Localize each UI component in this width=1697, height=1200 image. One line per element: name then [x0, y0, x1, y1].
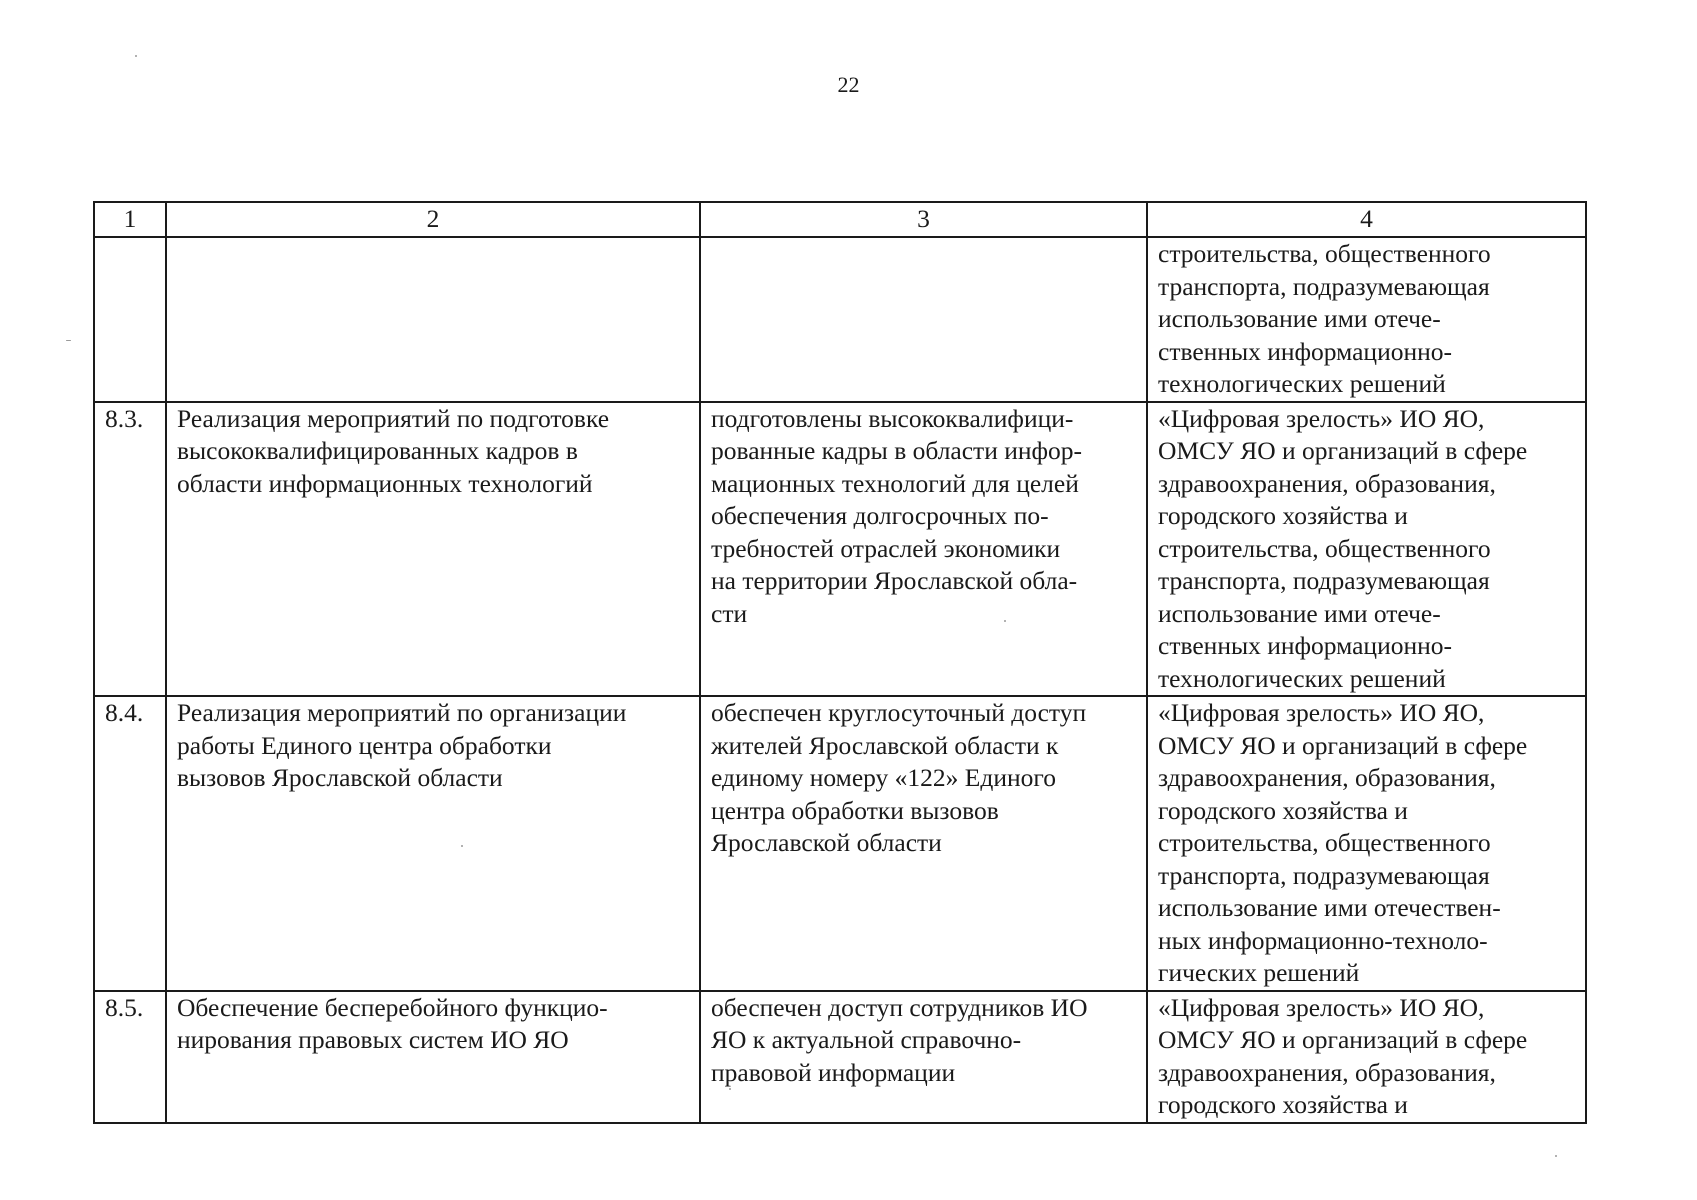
cell-text-line: обеспечен доступ сотрудников ИО	[711, 992, 1088, 1022]
cell-text-line: обеспечен круглосуточный доступ	[711, 698, 1087, 727]
cell-text-line: Реализация мероприятий по подготовке	[177, 403, 610, 433]
column-header-1: 1	[94, 202, 166, 237]
result-cell	[700, 402, 1147, 697]
cell-text-line: обеспечения долгосрочных по-	[711, 501, 1049, 530]
cell-text-line: здравоохранения, образования,	[1158, 468, 1496, 498]
cell-text-line: области информационных технологий	[177, 468, 593, 498]
cell-text-line: «Цифровая зрелость» ИО ЯО,	[1158, 403, 1485, 433]
cell-text-line: ных информационно-техноло-	[1158, 925, 1488, 955]
project-cell	[1147, 402, 1586, 697]
cell-text-line: Ярославской области	[711, 828, 942, 857]
cell-text-line: городского хозяйства и	[1158, 501, 1408, 530]
scan-speck	[729, 1088, 731, 1090]
activity-cell	[166, 402, 700, 697]
cell-text-line: использование ими отечествен-	[1158, 893, 1501, 922]
table-row	[94, 402, 1586, 697]
cell-text-line: строительства, общественного	[1158, 239, 1491, 268]
scan-speck	[1555, 1155, 1557, 1157]
table-row	[94, 237, 1586, 402]
cell-text-line: правовой информации	[711, 1057, 956, 1087]
cell-text-line: транспорта, подразумевающая	[1158, 860, 1490, 890]
table-header-row	[94, 202, 1586, 237]
page-number: 22	[837, 72, 860, 97]
cell-text-line: транспорта, подразумевающая	[1158, 566, 1490, 595]
cell-text-line: единому номеру «122» Единого	[711, 763, 1056, 792]
cell-text-line: ОМСУ ЯО и организаций в сфере	[1158, 1025, 1528, 1054]
table-row	[94, 991, 1586, 1123]
cell-text-line: ственных информационно-	[1158, 336, 1453, 366]
cell-text-line: центра обработки вызовов	[711, 795, 999, 825]
cell-text-line: здравоохранения, образования,	[1158, 1057, 1496, 1087]
scan-speck	[461, 845, 463, 847]
activity-cell	[166, 991, 700, 1123]
scan-speck	[1004, 620, 1006, 622]
scan-speck	[66, 340, 71, 341]
cell-text-line: жителей Ярославской области к	[711, 730, 1059, 760]
result-cell	[700, 237, 1147, 402]
cell-text-line: ЯО к актуальной справочно-	[711, 1025, 1022, 1054]
cell-text-line: подготовлены высококвалифици-	[711, 403, 1074, 433]
column-header-3: 3	[700, 202, 1147, 237]
cell-text-line: транспорта, подразумевающая	[1158, 271, 1490, 301]
cell-text-line: требностей отраслей экономики	[711, 533, 1061, 563]
column-header-4: 4	[1147, 202, 1586, 237]
cell-text-line: Реализация мероприятий по организации	[177, 698, 627, 727]
cell-text-line: использование ими отече-	[1158, 598, 1441, 628]
cell-text-line: ОМСУ ЯО и организаций в сфере	[1158, 730, 1528, 760]
table-row	[94, 696, 1586, 991]
cell-text-line: строительства, общественного	[1158, 828, 1491, 857]
cell-text-line: «Цифровая зрелость» ИО ЯО,	[1158, 698, 1485, 727]
cell-text-line: мационных технологий для целей	[711, 468, 1079, 498]
project-cell	[1147, 237, 1586, 402]
result-cell	[700, 991, 1147, 1123]
cell-text-line: городского хозяйства и	[1158, 795, 1408, 825]
cell-text-line: на территории Ярославской обла-	[711, 566, 1078, 595]
row-number-cell	[94, 237, 166, 402]
cell-text-line: вызовов Ярославской области	[177, 763, 503, 792]
program-activities-table	[93, 201, 1587, 1124]
cell-text-line: городского хозяйства и	[1158, 1090, 1408, 1119]
row-number-cell: 8.5.	[94, 991, 166, 1123]
cell-text-line: ственных информационно-	[1158, 631, 1453, 660]
cell-text-line: использование ими отече-	[1158, 304, 1441, 333]
activity-cell	[166, 696, 700, 991]
cell-text-line: нирования правовых систем ИО ЯО	[177, 1025, 569, 1054]
cell-text-line: технологических решений	[1158, 369, 1446, 398]
activity-cell	[166, 237, 700, 402]
cell-text-line: строительства, общественного	[1158, 533, 1491, 563]
cell-text-line: работы Единого центра обработки	[177, 730, 552, 760]
cell-text-line: рованные кадры в области инфор-	[711, 436, 1083, 465]
cell-text-line: технологических решений	[1158, 663, 1446, 693]
cell-text-line: «Цифровая зрелость» ИО ЯО,	[1158, 992, 1485, 1022]
cell-text-line: высококвалифицированных кадров в	[177, 436, 578, 465]
cell-text-line: Обеспечение бесперебойного функцио-	[177, 992, 608, 1022]
row-number-cell: 8.3.	[94, 402, 166, 697]
row-number-cell: 8.4.	[94, 696, 166, 991]
project-cell	[1147, 696, 1586, 991]
cell-text-line: гических решений	[1158, 958, 1360, 987]
result-cell	[700, 696, 1147, 991]
project-cell	[1147, 991, 1586, 1123]
scan-speck	[135, 55, 137, 57]
cell-text-line: сти	[711, 598, 748, 628]
cell-text-line: здравоохранения, образования,	[1158, 763, 1496, 792]
column-header-2: 2	[166, 202, 700, 237]
cell-text-line: ОМСУ ЯО и организаций в сфере	[1158, 436, 1528, 465]
